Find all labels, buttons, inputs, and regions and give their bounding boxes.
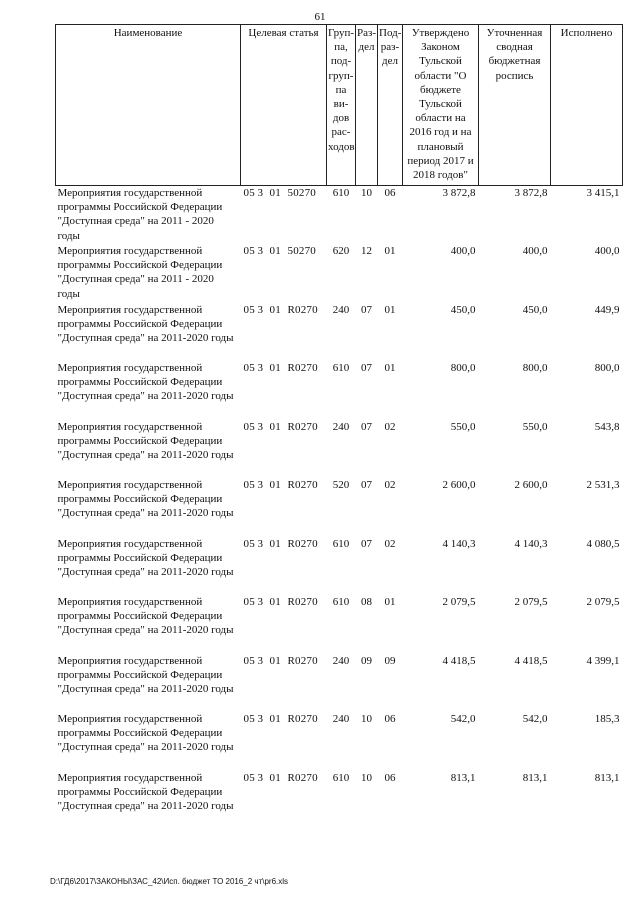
header-subsection: Под-раз-дел bbox=[378, 25, 403, 186]
row-group: 520 bbox=[332, 479, 350, 491]
header-approved: Утверждено Законом Тульской области "О бюджете Тульской области на 2016 год и на плановый период 2017 и 2018 годов" bbox=[403, 25, 479, 186]
row-name: Мероприятия государственной программы Российской Федерации "Доступная среда" на 2011-2020 годы bbox=[57, 654, 234, 695]
code-part-4: R0270 bbox=[287, 537, 318, 550]
row-subsection: 01 bbox=[384, 362, 396, 374]
row-group: 240 bbox=[332, 654, 350, 667]
table-row bbox=[56, 595, 623, 654]
code-part-4: R0270 bbox=[287, 479, 318, 491]
row-section: 10 bbox=[361, 187, 372, 199]
row-name: Мероприятия государственной программы Российской Федерации "Доступная среда" на 2011-2020 годы bbox=[57, 479, 234, 520]
row-group: 610 bbox=[332, 771, 350, 784]
row-group: 240 bbox=[332, 420, 350, 433]
code-part-1: 05 bbox=[243, 245, 255, 257]
row-executed: 2 079,5 bbox=[586, 596, 620, 608]
row-section: 10 bbox=[361, 771, 372, 784]
row-approved: 2 079,5 bbox=[442, 596, 476, 608]
row-section: 07 bbox=[361, 362, 372, 374]
row-subsection: 01 bbox=[384, 596, 396, 608]
budget-table bbox=[55, 24, 623, 829]
code-part-3: 01 bbox=[269, 654, 281, 667]
code-part-4: R0270 bbox=[287, 303, 318, 316]
row-group: 610 bbox=[332, 537, 350, 550]
row-refined: 542,0 bbox=[522, 713, 548, 725]
row-refined: 2 600,0 bbox=[514, 479, 548, 491]
row-name: Мероприятия государственной программы Российской Федерации "Доступная среда" на 2011-2020 годы bbox=[57, 303, 234, 344]
code-part-2: 3 bbox=[257, 654, 264, 667]
row-subsection: 06 bbox=[384, 771, 396, 784]
table-row bbox=[56, 420, 623, 479]
row-subsection: 02 bbox=[384, 537, 396, 550]
row-approved: 4 140,3 bbox=[442, 537, 476, 550]
row-section: 07 bbox=[361, 303, 372, 316]
row-target-code bbox=[241, 654, 327, 713]
code-part-3: 01 bbox=[269, 187, 281, 199]
row-approved: 550,0 bbox=[450, 420, 476, 433]
row-name: Мероприятия государственной программы Российской Федерации "Доступная среда" на 2011 - 2020 годы bbox=[57, 245, 223, 300]
code-part-4: R0270 bbox=[287, 654, 318, 667]
row-section: 08 bbox=[361, 596, 372, 608]
code-part-4: R0270 bbox=[287, 713, 318, 725]
code-part-2: 3 bbox=[257, 596, 264, 608]
row-executed: 800,0 bbox=[594, 362, 620, 374]
row-executed: 185,3 bbox=[594, 713, 620, 725]
row-refined: 4 418,5 bbox=[514, 654, 548, 667]
code-part-1: 05 bbox=[243, 420, 255, 433]
row-target-code bbox=[241, 186, 327, 245]
code-part-2: 3 bbox=[257, 303, 264, 316]
row-refined: 800,0 bbox=[522, 362, 548, 374]
row-target-code bbox=[241, 244, 327, 303]
row-subsection: 02 bbox=[384, 420, 396, 433]
row-section: 07 bbox=[361, 420, 372, 433]
code-part-2: 3 bbox=[257, 187, 264, 199]
row-name: Мероприятия государственной программы Российской Федерации "Доступная среда" на 2011 - 2020 годы bbox=[57, 187, 223, 242]
row-approved: 450,0 bbox=[450, 303, 476, 316]
row-approved: 2 600,0 bbox=[442, 479, 476, 491]
table-row bbox=[56, 712, 623, 771]
code-part-4: R0270 bbox=[287, 771, 318, 784]
table-row bbox=[56, 361, 623, 420]
code-part-1: 05 bbox=[243, 771, 255, 784]
file-path-footer: D:\ГД6\2017\ЗАКОНЫ\ЗАС_42\Исп. бюджет ТО 2016_2 чт\pr6.xls bbox=[50, 877, 289, 886]
row-refined: 550,0 bbox=[522, 420, 548, 433]
row-name: Мероприятия государственной программы Российской Федерации "Доступная среда" на 2011-2020 годы bbox=[57, 537, 234, 578]
code-part-3: 01 bbox=[269, 771, 281, 784]
row-target-code bbox=[241, 303, 327, 362]
row-refined: 813,1 bbox=[522, 771, 548, 784]
header-name: Наименование bbox=[56, 25, 241, 186]
row-section: 07 bbox=[361, 537, 372, 550]
row-subsection: 02 bbox=[384, 479, 396, 491]
header-section: Раз-дел bbox=[356, 25, 378, 186]
code-part-1: 05 bbox=[243, 654, 255, 667]
code-part-3: 01 bbox=[269, 303, 281, 316]
code-part-1: 05 bbox=[243, 713, 255, 725]
row-subsection: 06 bbox=[384, 187, 396, 199]
table-row bbox=[56, 244, 623, 303]
row-executed: 813,1 bbox=[594, 771, 620, 784]
code-part-1: 05 bbox=[243, 362, 255, 374]
code-part-3: 01 bbox=[269, 479, 281, 491]
row-refined: 400,0 bbox=[522, 245, 548, 257]
row-approved: 3 872,8 bbox=[442, 187, 476, 199]
code-part-3: 01 bbox=[269, 713, 281, 725]
row-name: Мероприятия государственной программы Российской Федерации "Доступная среда" на 2011-2020 годы bbox=[57, 771, 234, 812]
header-executed: Исполнено bbox=[551, 25, 623, 186]
row-approved: 813,1 bbox=[450, 771, 476, 784]
row-target-code bbox=[241, 478, 327, 537]
code-part-1: 05 bbox=[243, 187, 255, 199]
code-part-4: R0270 bbox=[287, 420, 318, 433]
row-group: 610 bbox=[332, 596, 350, 608]
row-section: 10 bbox=[361, 713, 372, 725]
row-approved: 4 418,5 bbox=[442, 654, 476, 667]
row-refined: 4 140,3 bbox=[514, 537, 548, 550]
code-part-3: 01 bbox=[269, 362, 281, 374]
row-section: 07 bbox=[361, 479, 372, 491]
row-group: 610 bbox=[332, 187, 350, 199]
code-part-4: R0270 bbox=[287, 596, 318, 608]
code-part-2: 3 bbox=[257, 537, 264, 550]
row-target-code bbox=[241, 361, 327, 420]
code-part-4: 50270 bbox=[287, 245, 316, 257]
header-group: Груп-па, под-груп-па ви-дов рас-ходов bbox=[327, 25, 356, 186]
table-row bbox=[56, 771, 623, 830]
row-target-code bbox=[241, 771, 327, 830]
row-executed: 3 415,1 bbox=[586, 187, 620, 199]
code-part-2: 3 bbox=[257, 362, 264, 374]
table-row bbox=[56, 537, 623, 596]
row-subsection: 06 bbox=[384, 713, 396, 725]
page-number: 61 bbox=[314, 11, 326, 23]
table-row bbox=[56, 186, 623, 245]
header-target: Целевая статья bbox=[241, 25, 327, 186]
row-target-code bbox=[241, 712, 327, 771]
row-name: Мероприятия государственной программы Российской Федерации "Доступная среда" на 2011-2020 годы bbox=[57, 713, 234, 754]
row-subsection: 01 bbox=[384, 303, 396, 316]
code-part-2: 3 bbox=[257, 420, 264, 433]
code-part-2: 3 bbox=[257, 245, 264, 257]
table-row bbox=[56, 478, 623, 537]
code-part-1: 05 bbox=[243, 537, 255, 550]
code-part-3: 01 bbox=[269, 537, 281, 550]
code-part-1: 05 bbox=[243, 479, 255, 491]
code-part-3: 01 bbox=[269, 596, 281, 608]
row-refined: 450,0 bbox=[522, 303, 548, 316]
row-executed: 2 531,3 bbox=[586, 479, 620, 491]
row-group: 610 bbox=[332, 362, 350, 374]
row-executed: 449,9 bbox=[594, 303, 620, 316]
row-executed: 400,0 bbox=[594, 245, 620, 257]
row-group: 240 bbox=[332, 303, 350, 316]
row-name: Мероприятия государственной программы Российской Федерации "Доступная среда" на 2011-2020 годы bbox=[57, 362, 234, 403]
row-refined: 2 079,5 bbox=[514, 596, 548, 608]
row-approved: 400,0 bbox=[450, 245, 476, 257]
row-target-code bbox=[241, 537, 327, 596]
code-part-2: 3 bbox=[257, 479, 264, 491]
code-part-2: 3 bbox=[257, 771, 264, 784]
code-part-2: 3 bbox=[257, 713, 264, 725]
row-name: Мероприятия государственной программы Российской Федерации "Доступная среда" на 2011-2020 годы bbox=[57, 420, 234, 461]
table-header-row bbox=[56, 25, 623, 186]
header-refined: Уточненная сводная бюджетная роспись bbox=[479, 25, 551, 186]
row-section: 12 bbox=[361, 245, 372, 257]
row-executed: 4 080,5 bbox=[586, 537, 620, 550]
code-part-1: 05 bbox=[243, 596, 255, 608]
row-approved: 542,0 bbox=[450, 713, 476, 725]
row-section: 09 bbox=[361, 654, 372, 667]
code-part-3: 01 bbox=[269, 420, 281, 433]
row-subsection: 01 bbox=[384, 245, 396, 257]
row-executed: 543,8 bbox=[594, 420, 620, 433]
code-part-4: R0270 bbox=[287, 362, 318, 374]
code-part-1: 05 bbox=[243, 303, 255, 316]
table-row bbox=[56, 654, 623, 713]
row-group: 620 bbox=[332, 245, 350, 257]
row-executed: 4 399,1 bbox=[586, 654, 620, 667]
row-target-code bbox=[241, 420, 327, 479]
row-subsection: 09 bbox=[384, 654, 396, 667]
row-refined: 3 872,8 bbox=[514, 187, 548, 199]
code-part-3: 01 bbox=[269, 245, 281, 257]
row-target-code bbox=[241, 595, 327, 654]
table-row bbox=[56, 303, 623, 362]
row-group: 240 bbox=[332, 713, 350, 725]
row-approved: 800,0 bbox=[450, 362, 476, 374]
row-name: Мероприятия государственной программы Российской Федерации "Доступная среда" на 2011-2020 годы bbox=[57, 596, 234, 637]
code-part-4: 50270 bbox=[287, 187, 316, 199]
